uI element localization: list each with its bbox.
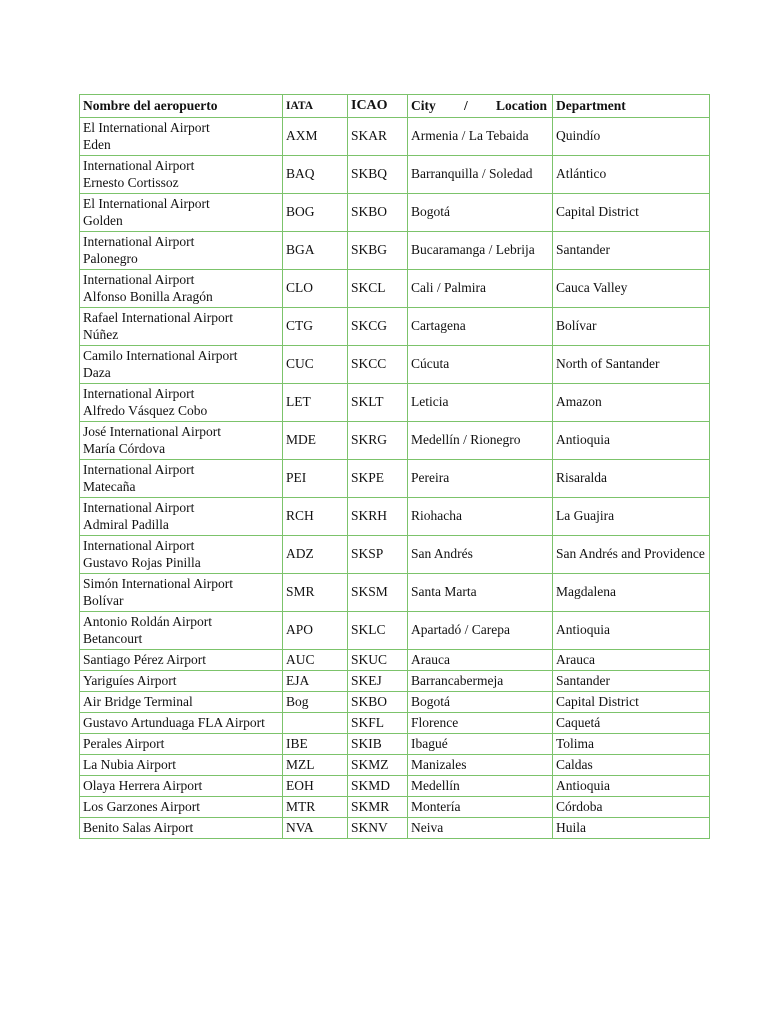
airport-name-line-1: Perales Airport [83,735,165,751]
cell-icao: SKMD [348,776,408,797]
table-body [80,118,710,839]
cell-icao: SKRH [348,498,408,536]
cell-department: Quindío [553,118,710,156]
cell-icao: SKIB [348,734,408,755]
cell-department: Capital District [553,692,710,713]
table-row [80,536,710,574]
cell-city-location: Cali / Palmira [408,270,553,308]
cell-department: North of Santander [553,346,710,384]
cell-city-location: Leticia [408,384,553,422]
cell-department: Atlántico [553,156,710,194]
table-row [80,692,710,713]
cell-airport-name [80,460,283,498]
airport-name-line-1: El International Airport [83,120,210,135]
airport-name-line-1: Santiago Pérez Airport [83,651,206,667]
document-page [79,94,709,839]
airport-name-line-1: El International Airport [83,196,210,211]
airport-name-line-1: Simón International Airport [83,576,233,591]
cell-icao: SKPE [348,460,408,498]
airport-name-line-1: International Airport [83,272,195,287]
cell-city-location: Arauca [408,650,553,671]
header-iata: IATA [283,95,348,118]
cell-airport-name [80,422,283,460]
cell-icao: SKBQ [348,156,408,194]
cell-icao: SKUC [348,650,408,671]
cell-iata: PEI [283,460,348,498]
cell-department: Huila [553,818,710,839]
cell-iata [283,713,348,734]
cell-icao: SKFL [348,713,408,734]
table-row [80,713,710,734]
cell-icao: SKSP [348,536,408,574]
airport-name-line-1: Benito Salas Airport [83,819,194,835]
cell-iata: EOH [283,776,348,797]
airport-name-line-2: Eden [83,136,111,152]
header-department: Department [553,95,710,118]
airport-name-line-2: Admiral Padilla [83,516,169,532]
table-row [80,194,710,232]
header-city-part: / [463,97,468,113]
cell-city-location: Apartadó / Carepa [408,612,553,650]
airport-name-line-1: Yariguíes Airport [83,672,177,688]
cell-department: Tolima [553,734,710,755]
table-row [80,650,710,671]
cell-city-location: Ibagué [408,734,553,755]
cell-iata: MTR [283,797,348,818]
cell-icao: SKNV [348,818,408,839]
cell-city-location: Manizales [408,755,553,776]
airport-name-line-1: La Nubia Airport [83,756,176,772]
cell-airport-name [80,118,283,156]
cell-airport-name [80,797,283,818]
cell-city-location: Bogotá [408,692,553,713]
cell-icao: SKLC [348,612,408,650]
cell-airport-name [80,270,283,308]
airport-name-line-1: International Airport [83,500,195,515]
cell-city-location: Barrancabermeja [408,671,553,692]
table-row [80,232,710,270]
cell-icao: SKBO [348,194,408,232]
cell-iata: SMR [283,574,348,612]
cell-airport-name [80,308,283,346]
airport-name-line-2: Matecaña [83,478,136,494]
cell-icao: SKRG [348,422,408,460]
cell-city-location: Barranquilla / Soledad [408,156,553,194]
header-airport-name: Nombre del aeropuerto [80,95,283,118]
cell-icao: SKMZ [348,755,408,776]
cell-iata: APO [283,612,348,650]
cell-airport-name [80,194,283,232]
airport-name-line-2: Golden [83,212,123,228]
table-row [80,755,710,776]
airport-name-line-1: Rafael International Airport [83,310,233,325]
airport-name-line-2: Ernesto Cortissoz [83,174,179,190]
table-row [80,671,710,692]
cell-city-location: Cartagena [408,308,553,346]
table-row [80,308,710,346]
header-icao: ICAO [348,95,408,118]
table-row [80,346,710,384]
cell-city-location: Santa Marta [408,574,553,612]
table-row [80,612,710,650]
airport-name-line-1: Olaya Herrera Airport [83,777,203,793]
cell-airport-name [80,671,283,692]
cell-department: Magdalena [553,574,710,612]
cell-iata: BGA [283,232,348,270]
airport-name-line-2: Betancourt [83,630,143,646]
table-row [80,156,710,194]
table-row [80,776,710,797]
cell-iata: AXM [283,118,348,156]
cell-airport-name [80,574,283,612]
cell-department: Amazon [553,384,710,422]
cell-city-location: Medellín / Rionegro [408,422,553,460]
airport-name-line-1: Camilo International Airport [83,348,238,363]
airport-name-line-1: Air Bridge Terminal [83,693,193,709]
cell-department: Caldas [553,755,710,776]
header-city-part: Location [495,97,547,113]
table-row [80,574,710,612]
cell-airport-name [80,384,283,422]
table-row [80,118,710,156]
airport-name-line-1: International Airport [83,234,195,249]
airports-table [79,94,710,839]
cell-icao: SKAR [348,118,408,156]
cell-iata: Bog [283,692,348,713]
cell-department: San Andrés and Providence [553,536,710,574]
airport-name-line-2: Daza [83,364,111,380]
cell-department: Santander [553,671,710,692]
cell-icao: SKBO [348,692,408,713]
table-row [80,422,710,460]
cell-iata: NVA [283,818,348,839]
cell-icao: SKCG [348,308,408,346]
cell-department: Santander [553,232,710,270]
cell-city-location: Bucaramanga / Lebrija [408,232,553,270]
cell-airport-name [80,650,283,671]
airport-name-line-2: Gustavo Rojas Pinilla [83,554,201,570]
airport-name-line-2: Bolívar [83,592,124,608]
cell-iata: EJA [283,671,348,692]
cell-city-location: San Andrés [408,536,553,574]
cell-airport-name [80,232,283,270]
airport-name-line-1: Gustavo Artunduaga FLA Airport [83,714,265,730]
table-row [80,460,710,498]
airport-name-line-1: International Airport [83,538,195,553]
cell-department: Caquetá [553,713,710,734]
cell-department: La Guajira [553,498,710,536]
airport-name-line-2: Núñez [83,326,119,342]
airport-name-line-2: Alfonso Bonilla Aragón [83,288,213,304]
cell-airport-name [80,156,283,194]
cell-iata: MZL [283,755,348,776]
cell-icao: SKCC [348,346,408,384]
cell-airport-name [80,713,283,734]
table-row [80,818,710,839]
cell-airport-name [80,498,283,536]
cell-iata: AUC [283,650,348,671]
airport-name-line-1: International Airport [83,386,195,401]
cell-iata: MDE [283,422,348,460]
header-city-part: City [411,97,436,113]
table-header-row [80,95,710,118]
cell-iata: IBE [283,734,348,755]
cell-city-location: Armenia / La Tebaida [408,118,553,156]
cell-city-location: Montería [408,797,553,818]
airport-name-line-1: International Airport [83,462,195,477]
cell-city-location: Cúcuta [408,346,553,384]
airport-name-line-2: Palonegro [83,250,138,266]
cell-department: Antioquia [553,422,710,460]
cell-icao: SKLT [348,384,408,422]
cell-icao: SKMR [348,797,408,818]
cell-airport-name [80,346,283,384]
header-city-location [408,95,553,118]
table-row [80,498,710,536]
cell-city-location: Medellín [408,776,553,797]
cell-airport-name [80,612,283,650]
cell-city-location: Neiva [408,818,553,839]
cell-department: Antioquia [553,612,710,650]
cell-airport-name [80,692,283,713]
cell-department: Arauca [553,650,710,671]
cell-department: Risaralda [553,460,710,498]
cell-department: Córdoba [553,797,710,818]
cell-department: Antioquia [553,776,710,797]
cell-city-location: Florence [408,713,553,734]
cell-iata: ADZ [283,536,348,574]
table-row [80,384,710,422]
cell-icao: SKCL [348,270,408,308]
airport-name-line-1: Antonio Roldán Airport [83,614,212,629]
cell-icao: SKEJ [348,671,408,692]
airport-name-line-1: José International Airport [83,424,221,439]
table-row [80,734,710,755]
cell-iata: CTG [283,308,348,346]
table-row [80,797,710,818]
cell-icao: SKBG [348,232,408,270]
cell-city-location: Riohacha [408,498,553,536]
cell-airport-name [80,818,283,839]
cell-city-location: Pereira [408,460,553,498]
cell-icao: SKSM [348,574,408,612]
cell-department: Cauca Valley [553,270,710,308]
airport-name-line-1: International Airport [83,158,195,173]
cell-iata: RCH [283,498,348,536]
cell-iata: LET [283,384,348,422]
cell-airport-name [80,536,283,574]
cell-department: Capital District [553,194,710,232]
airport-name-line-2: María Córdova [83,440,166,456]
cell-iata: CUC [283,346,348,384]
cell-airport-name [80,755,283,776]
cell-department: Bolívar [553,308,710,346]
cell-iata: BOG [283,194,348,232]
cell-airport-name [80,734,283,755]
cell-iata: BAQ [283,156,348,194]
cell-city-location: Bogotá [408,194,553,232]
cell-iata: CLO [283,270,348,308]
airport-name-line-1: Los Garzones Airport [83,798,200,814]
cell-airport-name [80,776,283,797]
table-row [80,270,710,308]
airport-name-line-2: Alfredo Vásquez Cobo [83,402,208,418]
